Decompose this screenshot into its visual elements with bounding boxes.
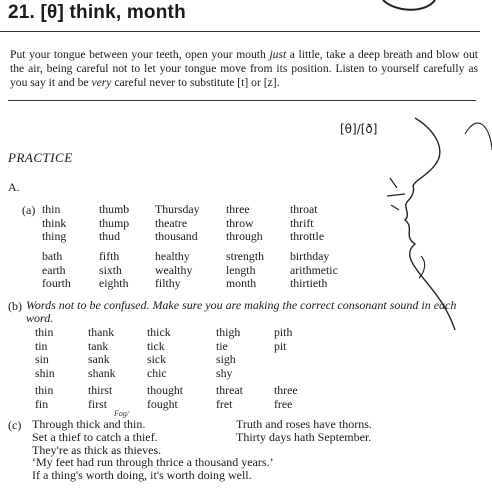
word-list-item: free <box>274 396 293 411</box>
mouth-profile-diagram-icon <box>375 0 492 330</box>
part-b-label: (b) <box>8 299 22 313</box>
word-list-item: thirst <box>88 383 113 397</box>
word-list-item: three <box>226 202 250 216</box>
word-list-item: tin <box>35 338 48 353</box>
word-list-item: pit <box>274 338 287 353</box>
word-list-item: tick <box>147 338 165 353</box>
word-list-item: filthy <box>155 276 181 290</box>
lesson-heading: 21. [θ] think, month <box>8 2 186 23</box>
part-b-column-10 <box>274 384 298 411</box>
part-c-sentences-right <box>236 418 372 444</box>
word-list-item: sigh <box>216 352 236 366</box>
word-list-item: thing <box>42 229 67 243</box>
part-a-column-4 <box>226 203 263 244</box>
word-list-item: tie <box>216 338 228 353</box>
part-b-column-8 <box>147 384 183 411</box>
section-a-label: A. <box>8 180 20 194</box>
word-list-item: length <box>226 262 256 277</box>
part-a-column-6 <box>42 250 71 291</box>
part-a-column-7 <box>99 250 129 291</box>
word-list-item: thousand <box>155 229 198 243</box>
instructions-part1: Put your tongue between your teeth, open your mouth <box>10 48 270 61</box>
word-list-item: think <box>42 215 67 230</box>
word-list-item: three <box>274 383 298 397</box>
sentence-item: ‘My feet had run through thrice a thousand years.’ <box>32 455 274 470</box>
word-list-item: strength <box>226 249 265 263</box>
word-list-item: through <box>226 229 263 243</box>
word-list-item: thrift <box>290 215 314 230</box>
word-list-item: threat <box>216 383 243 397</box>
sentence-item: Truth and roses have thorns. <box>236 417 372 431</box>
word-list-item: throat <box>290 202 318 216</box>
sentence-item: Thirty days hath September. <box>236 429 372 444</box>
word-list-item: thigh <box>216 325 241 339</box>
part-a-column-1 <box>42 203 66 244</box>
word-list-item: fifth <box>99 249 120 263</box>
word-list-item: pith <box>274 325 293 339</box>
word-list-item: thick <box>147 325 171 339</box>
word-list-item: thought <box>147 383 184 397</box>
part-a-column-3 <box>155 203 200 244</box>
word-list-item: thank <box>88 325 115 339</box>
handwritten-annotation: Fog/ <box>114 409 130 418</box>
word-list-item: sank <box>88 352 110 366</box>
sentence-item: They're as thick as thieves. <box>32 442 162 457</box>
instructions-emphasis-very: very <box>91 76 112 89</box>
word-list-item: fought <box>147 396 178 411</box>
word-list-item: thirtieth <box>290 276 328 290</box>
part-b-column-5 <box>274 326 292 353</box>
part-b-column-2 <box>88 326 116 380</box>
word-list-item: shin <box>35 365 55 380</box>
part-b-column-1 <box>35 326 55 380</box>
word-list-item: first <box>88 396 108 411</box>
word-list-item: thump <box>99 215 130 230</box>
word-list-item: thin <box>35 325 54 339</box>
word-list-item: thin <box>42 202 61 216</box>
word-list-item: thin <box>35 383 54 397</box>
word-list-item: sin <box>35 352 49 366</box>
part-a-label: (a) <box>22 203 36 217</box>
word-list-item: sick <box>147 352 167 366</box>
word-list-item: arithmetic <box>290 262 338 277</box>
sentence-item: Set a thief to catch a thief. <box>32 429 158 444</box>
part-b-column-4 <box>216 326 240 380</box>
sentence-item: Through thick and thin. <box>32 417 146 431</box>
word-list-item: eighth <box>99 276 129 290</box>
word-list-item: fret <box>216 396 233 411</box>
phonetic-symbol-label: [θ]/[ð] <box>340 122 378 136</box>
word-list-item: throttle <box>290 229 325 243</box>
part-a-column-2 <box>99 203 129 244</box>
instructions-part2: a little, take a deep breath and blow out the air, being careful not to let your tongue move from its position. Listen to yourself carefully as you say it and be <box>10 48 478 89</box>
practice-heading: PRACTICE <box>8 150 73 165</box>
part-a-column-9 <box>226 250 264 291</box>
word-list-item: bath <box>42 249 63 263</box>
part-c-label: (c) <box>8 418 22 432</box>
part-b-column-6 <box>35 384 53 411</box>
word-list-item: fin <box>35 396 49 411</box>
part-b-instruction: Words not to be confused. Make sure you are making the correct consonant sound in each word. <box>26 298 457 325</box>
word-list-item: shank <box>88 365 116 380</box>
word-list-item: shy <box>216 365 233 380</box>
word-list-item: sixth <box>99 262 122 277</box>
word-list-item: theatre <box>155 215 188 230</box>
word-list-item: thumb <box>99 202 130 216</box>
part-a-column-10 <box>290 250 338 291</box>
instructions-part3: careful never to substitute [t] or [z]. <box>111 76 280 89</box>
word-list-item: chic <box>147 365 167 380</box>
part-b-column-3 <box>147 326 171 380</box>
part-b-column-9 <box>216 384 243 411</box>
word-list-item: wealthy <box>155 262 193 277</box>
word-list-item: Thursday <box>155 202 200 216</box>
part-a-column-5 <box>290 203 324 244</box>
word-list-item: thud <box>99 229 120 243</box>
instructions-emphasis-just: just <box>269 48 287 61</box>
word-list-item: month <box>226 276 257 290</box>
word-list-item: birthday <box>290 249 330 263</box>
part-a-column-8 <box>155 250 192 291</box>
word-list-item: tank <box>88 338 109 353</box>
word-list-item: earth <box>42 262 66 277</box>
word-list-item: fourth <box>42 276 71 290</box>
word-list-item: healthy <box>155 249 190 263</box>
sentence-item: If a thing's worth doing, it's worth doing well. <box>32 468 252 483</box>
part-b-column-7 <box>88 384 112 411</box>
word-list-item: throw <box>226 215 254 230</box>
